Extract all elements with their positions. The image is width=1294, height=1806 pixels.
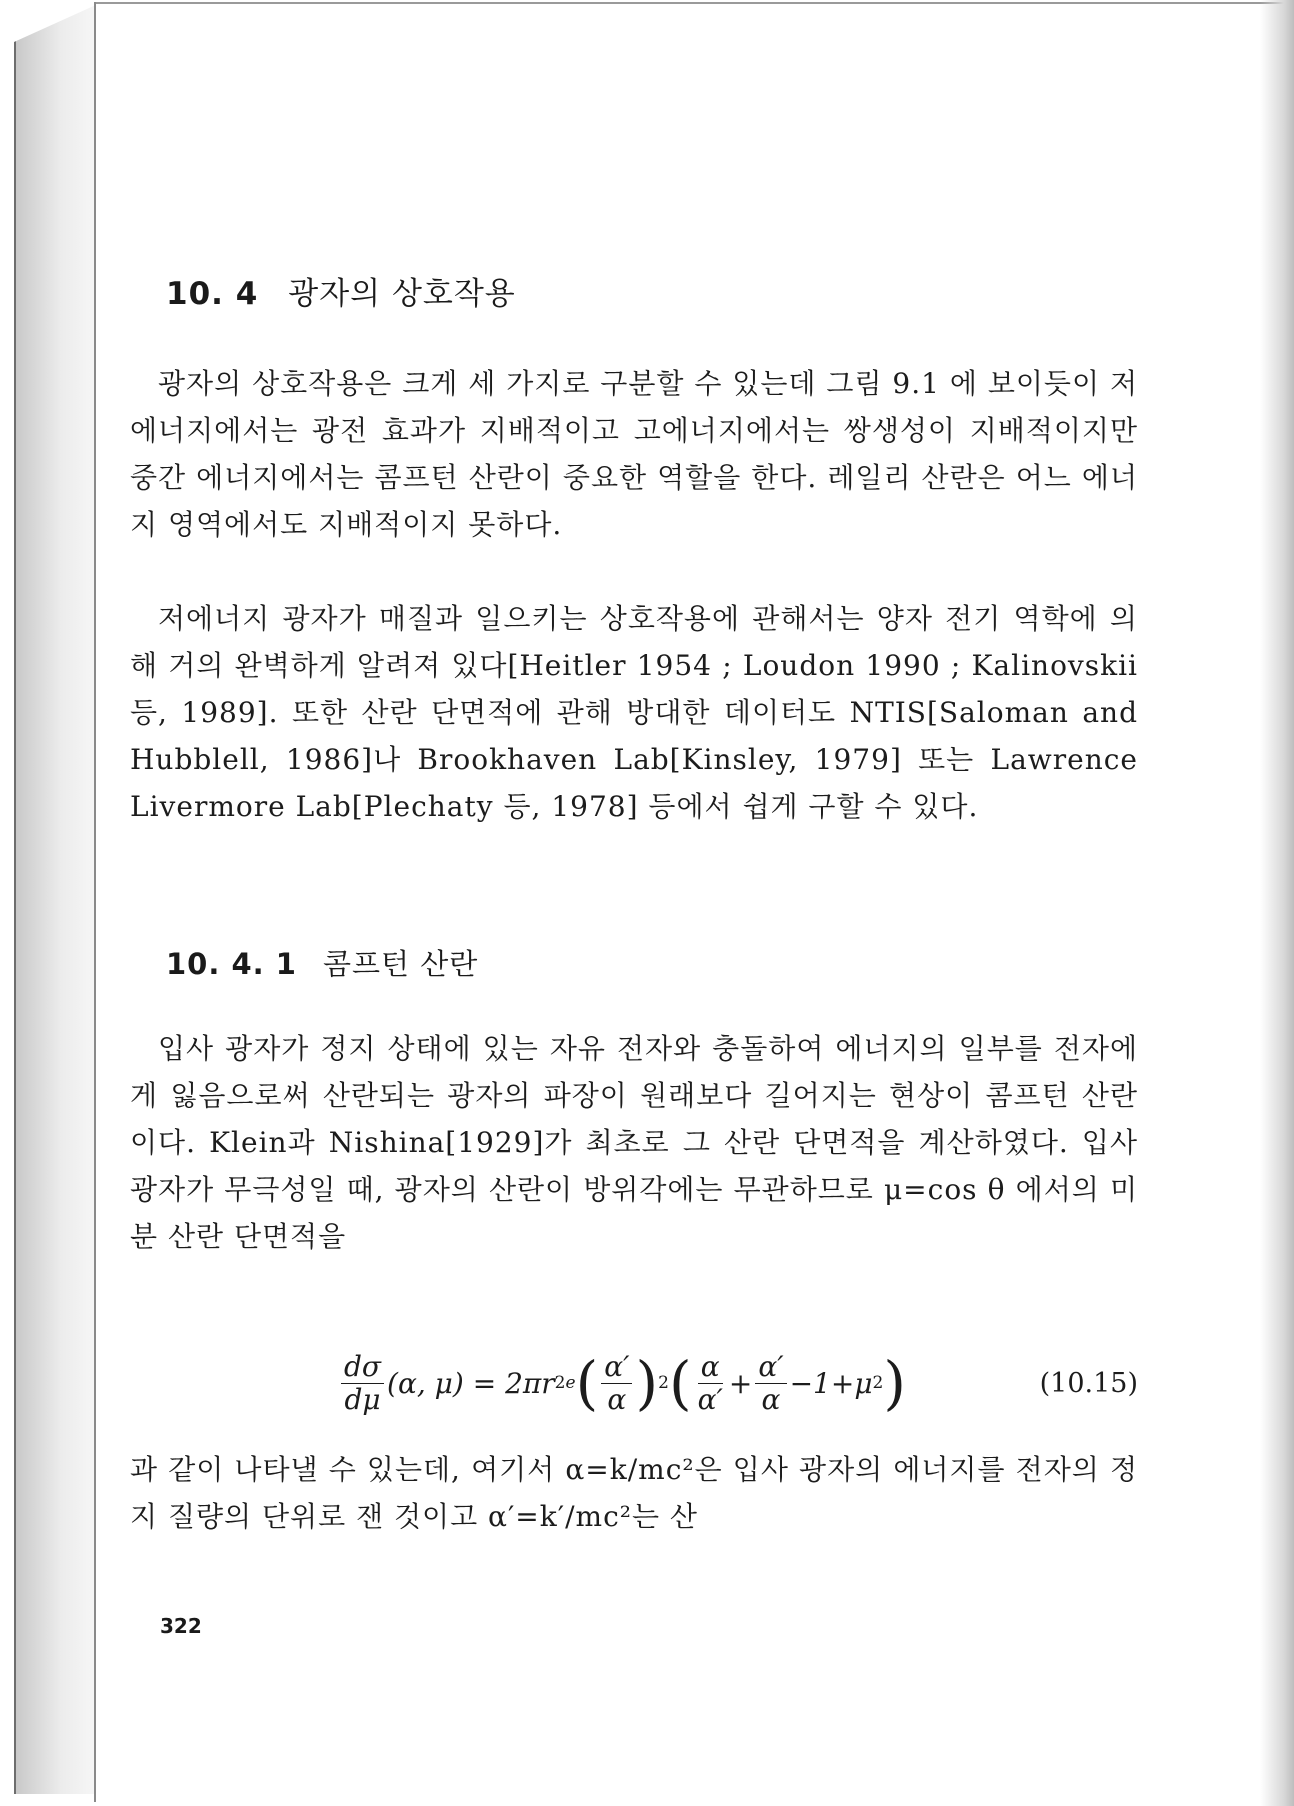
eq-paren-close-1: ) bbox=[635, 1349, 659, 1417]
eq-f3-numerator: α′ bbox=[755, 1351, 786, 1384]
paragraph-4: 과 같이 나타낼 수 있는데, 여기서 α=k/mc²은 입사 광자의 에너지를 전자의 정지 질량의 단위로 잰 것이고 α′=k′/mc²는 산 bbox=[130, 1453, 1138, 1533]
eq-r-sub: e bbox=[565, 1373, 576, 1393]
subsection-title-text: 콤프턴 산란 bbox=[322, 947, 479, 981]
eq-plus: + bbox=[728, 1366, 753, 1400]
page-number: 322 bbox=[160, 1614, 202, 1638]
equation-klein-nishina bbox=[130, 1348, 1138, 1418]
eq-tail-sup: 2 bbox=[872, 1373, 884, 1393]
paragraph-3: 입사 광자가 정지 상태에 있는 자유 전자와 충돌하여 에너지의 일부를 전자에게 잃음으로써 산란되는 광자의 파장이 원래보다 길어지는 현상이 콤프턴 산란이다. Klein과 Nishina[1929]가 최초로 그 산란 단면적을 계산하였다. 입사 광자가 무극성일 때, 광자의 산란이 방위각에는 무관하므로 μ=cos θ 에서의 미분 산란 단면적을 bbox=[130, 1032, 1138, 1253]
paragraph-1: 광자의 상호작용은 크게 세 가지로 구분할 수 있는데 그림 9.1 에 보이듯이 저에너지에서는 광전 효과가 지배적이고 고에너지에서는 쌍생성이 지배적이지만 중간 에너지에서는 콤프턴 산란이 중요한 역할을 한다. 레일리 산란은 어느 에너지 영역에서도 지배적이지 못하다. bbox=[130, 367, 1138, 541]
eq-f1-numerator: α′ bbox=[601, 1351, 632, 1384]
eq-lhs-denominator: dμ bbox=[344, 1382, 381, 1416]
eq-tail: −1+μ bbox=[789, 1366, 873, 1400]
eq-f2-numerator: α bbox=[698, 1351, 723, 1384]
eq-square: 2 bbox=[658, 1373, 669, 1393]
eq-lhs-numerator: dσ bbox=[341, 1351, 384, 1384]
eq-paren-open-1: ( bbox=[575, 1349, 599, 1417]
subsection-heading bbox=[166, 942, 478, 983]
eq-f1-denominator: α bbox=[607, 1382, 627, 1416]
eq-args: (α, μ) = 2πr bbox=[387, 1366, 555, 1400]
book-cover-edge bbox=[14, 4, 98, 1794]
section-heading bbox=[166, 268, 516, 313]
eq-f2-denominator: α′ bbox=[697, 1382, 723, 1416]
page-right-shadow bbox=[1260, 0, 1294, 1806]
eq-fraction-3 bbox=[755, 1351, 786, 1416]
equation-number: (10.15) bbox=[1039, 1368, 1138, 1399]
equation-body bbox=[338, 1348, 906, 1418]
eq-paren-close-2: ) bbox=[883, 1349, 906, 1417]
eq-fraction-lhs bbox=[341, 1351, 384, 1416]
eq-paren-open-2: ( bbox=[668, 1349, 692, 1417]
eq-fraction-1 bbox=[601, 1351, 632, 1416]
paragraph-2: 저에너지 광자가 매질과 일으키는 상호작용에 관해서는 양자 전기 역학에 의해 거의 완벽하게 알려져 있다[Heitler 1954 ; Loudon 1990 ; Kalinovskii 등, 1989]. 또한 산란 단면적에 관해 방대한 데이터도 NTIS[Saloman and Hubblell, 1986]나 Brookhaven Lab[Kinsley, 1979] 또는 Lawrence Livermore Lab[Plechaty 등, 1978] 등에서 쉽게 구할 수 있다. bbox=[130, 602, 1138, 823]
section-title-text: 광자의 상호작용 bbox=[288, 276, 516, 312]
eq-f3-denominator: α bbox=[761, 1382, 781, 1416]
eq-fraction-2 bbox=[695, 1351, 726, 1416]
section-number: 10. 4 bbox=[166, 276, 259, 312]
subsection-number: 10. 4. 1 bbox=[166, 947, 297, 981]
eq-r-sup: 2 bbox=[554, 1373, 566, 1393]
